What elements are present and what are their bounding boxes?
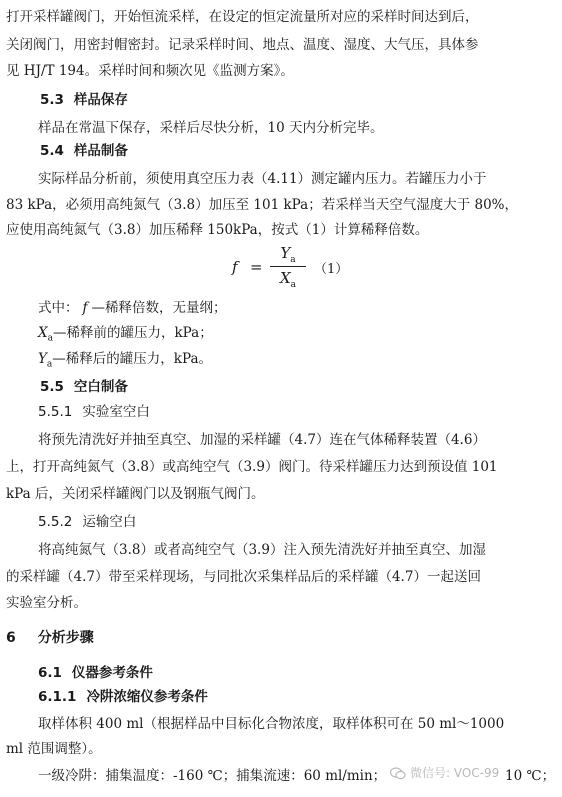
text-line: 关闭阀门，用密封帽密封。记录采样时间、地点、温度、湿度、大气压，具体参 [6, 37, 479, 53]
section-heading-5-3: 5.3 样品保存 [40, 92, 128, 108]
section-heading-6-1-1: 6.1.1 冷阱浓缩仪参考条件 [38, 689, 208, 705]
fraction-bar [270, 266, 306, 267]
text-line-fragment: 10 ℃； [505, 768, 556, 784]
wechat-icon [390, 767, 406, 780]
symbol-definition-xa: $X_a—$稀释前的罐压力，kPa； [38, 325, 213, 344]
section-heading-6-1: 6.1 仪器参考条件 [38, 665, 153, 681]
subsection-heading-5-5-2: 5.5.2 运输空白 [38, 514, 137, 530]
text-line: 将高纯氮气（3.8）或者高纯空气（3.9）注入预先清洗好并抽至真空、加湿 [38, 542, 486, 558]
text-line: kPa 后，关闭采样罐阀门以及钢瓶气阀门。 [6, 486, 265, 502]
formula-fraction [270, 244, 306, 289]
text-line: 见 HJ/T 194。采样时间和频次见《监测方案》。 [6, 63, 294, 79]
text-line: 实际样品分析前，须使用真空压力表（4.11）测定罐内压力。若罐压力小于 [38, 171, 487, 187]
formula-lhs: f [232, 258, 238, 276]
symbol-definition-ya: $Y_a—$稀释后的罐压力，kPa。 [38, 351, 213, 370]
text-line: 的采样罐（4.7）带至采样现场，与同批次采集样品后的采样罐（4.7）一起送回 [6, 569, 481, 585]
symbol-definition-f: 式中： f —稀释倍数，无量纲； [38, 300, 227, 316]
formula-numerator: $Y_a$ [280, 244, 296, 265]
section-heading-6: 6 分析步骤 [6, 630, 94, 646]
text-line: 样品在常温下保存，采样后尽快分析，10 天内分析完毕。 [38, 120, 384, 136]
text-line: 上，打开高纯氮气（3.8）或高纯空气（3.9）阀门。待采样罐压力达到预设值 101 [6, 459, 498, 475]
text-line: 将预先清洗好并抽至真空、加湿的采样罐（4.7）连在气体稀释装置（4.6） [38, 432, 486, 448]
formula-equals: = [250, 258, 263, 276]
text-line: 83 kPa，必须用高纯氮气（3.8）加压至 101 kPa；若采样当天空气湿度大于 80%， [6, 197, 518, 213]
wechat-watermark: 微信号: VOC-99 [390, 764, 499, 786]
text-line: 实验室分析。 [6, 595, 87, 611]
subsection-heading-5-5-1: 5.5.1 实验室空白 [38, 404, 150, 420]
formula-denominator: $X_a$ [279, 269, 297, 290]
text-line: ml 范围调整）。 [6, 741, 102, 757]
text-line: 应使用高纯氮气（3.8）加压稀释 150kPa，按式（1）计算稀释倍数。 [6, 222, 429, 238]
section-heading-5-4: 5.4 样品制备 [40, 143, 128, 159]
text-line: 一级冷阱：捕集温度：-160 ℃；捕集流速：60 ml/min； [38, 768, 387, 784]
text-line: 取样体积 400 ml（根据样品中目标化合物浓度，取样体积可在 50 ml～1000 [38, 716, 505, 732]
text-line: 打开采样罐阀门，开始恒流采样，在设定的恒定流量所对应的采样时间达到后， [6, 9, 479, 25]
section-heading-5-5: 5.5 空白制备 [40, 379, 128, 395]
formula-number: （1） [314, 262, 349, 277]
